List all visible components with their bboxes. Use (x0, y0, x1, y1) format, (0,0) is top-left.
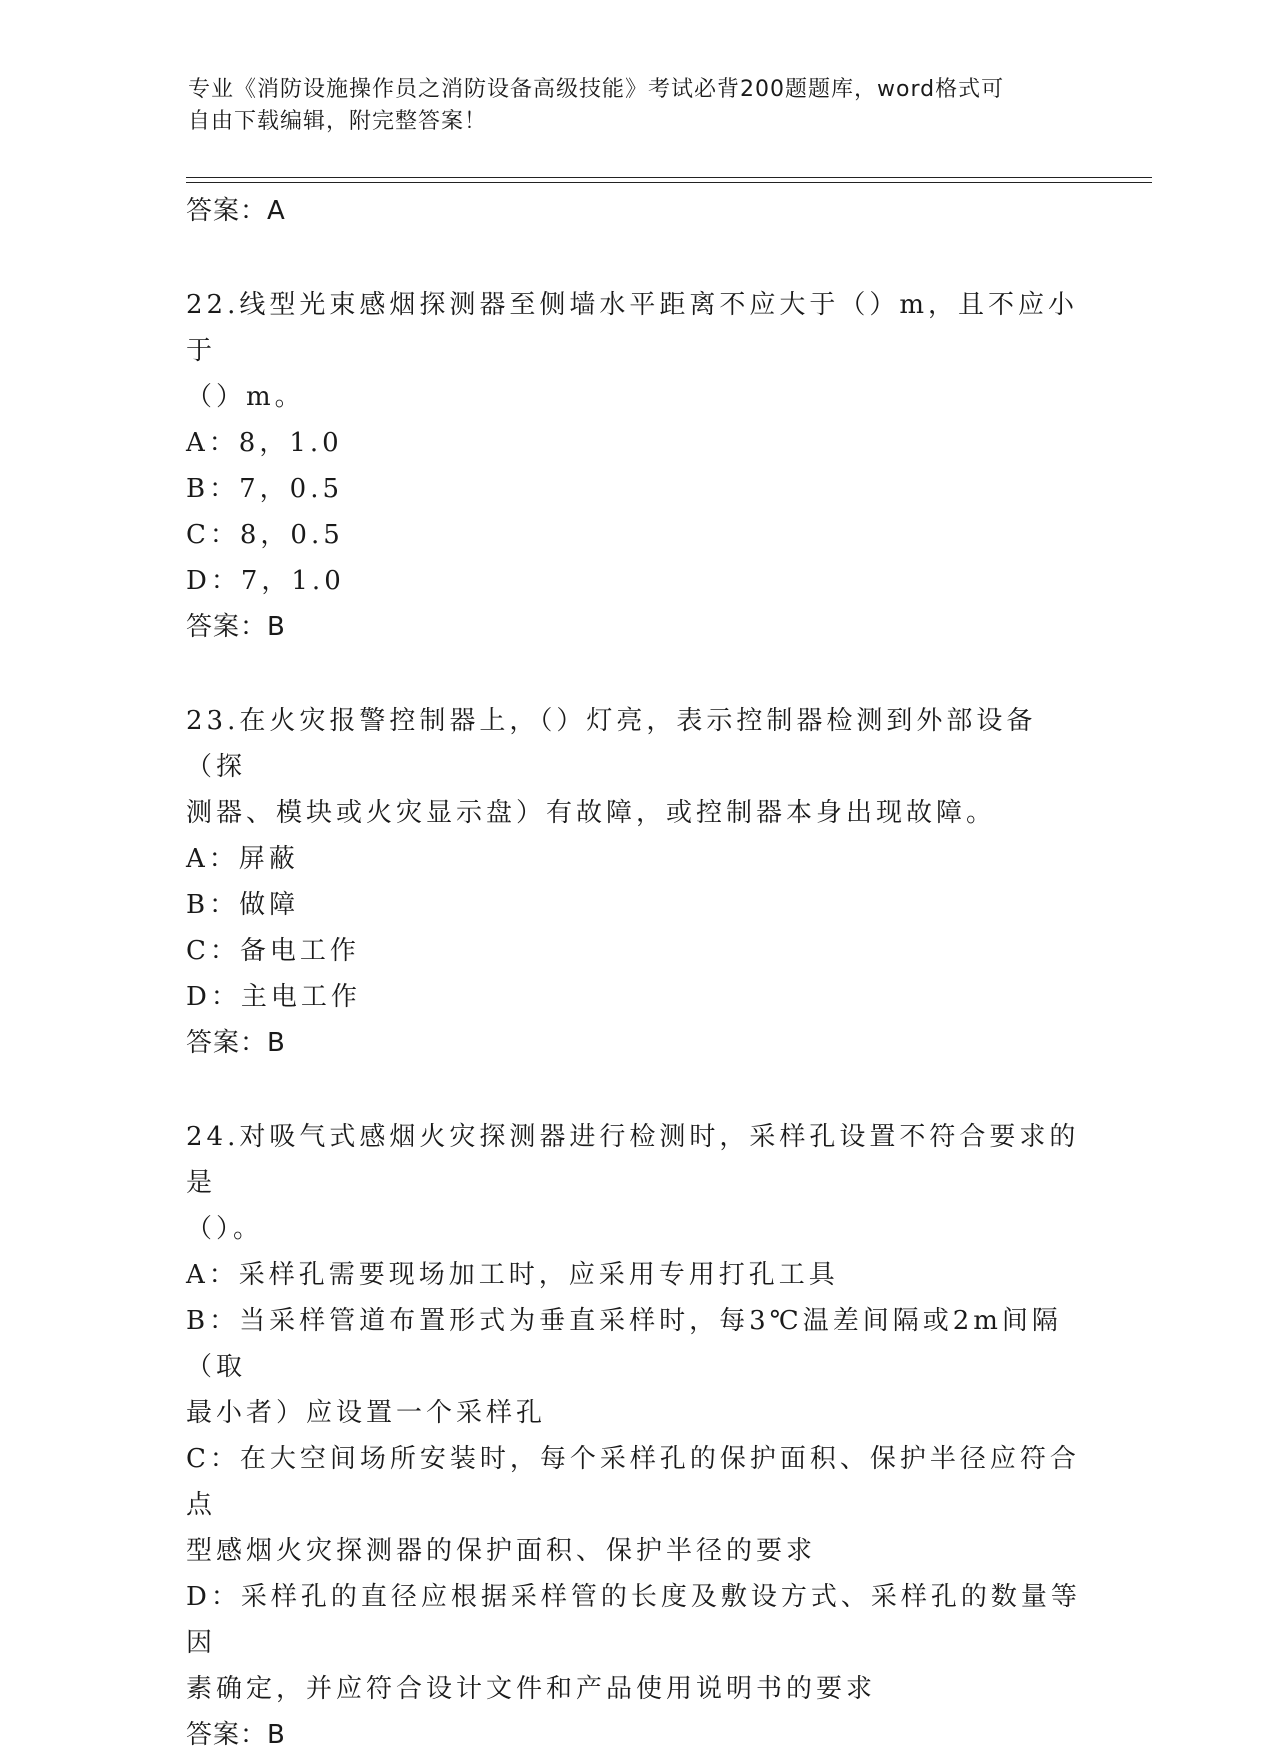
option-d: D：主电工作 (186, 982, 361, 1012)
question-text-line-1: 22.线型光束感烟探测器至侧墙水平距离不应大于（）m，且不应小于 (186, 290, 1079, 366)
question-text-line-2: （）m。 (186, 382, 305, 412)
header-divider-top (186, 177, 1152, 178)
question-block-24 (186, 1114, 1086, 1758)
option-d: D：采样孔的直径应根据采样管的长度及敷设方式、采样孔的数量等因 (186, 1582, 1081, 1658)
question-text-line-2: （）。 (186, 1214, 264, 1244)
option-c: C：在大空间场所安装时，每个采样孔的保护面积、保护半径应符合点 (186, 1444, 1080, 1520)
header-line-2: 自由下载编辑，附完整答案！ (188, 109, 488, 134)
header-divider-bottom (186, 182, 1152, 183)
option-a: A：屏蔽 (186, 844, 299, 874)
header-line-1: 专业《消防设施操作员之消防设备高级技能》考试必背200题题库，word格式可 (188, 77, 1005, 102)
answer-line: 答案：B (186, 612, 286, 642)
answer-line: 答案：B (186, 1720, 286, 1750)
option-d-continuation: 素确定，并应符合设计文件和产品使用说明书的要求 (186, 1674, 877, 1704)
previous-answer: 答案：A (186, 196, 286, 226)
option-b: B：当采样管道布置形式为垂直采样时，每3℃温差间隔或2m间隔（取 (186, 1306, 1062, 1382)
option-a: A：采样孔需要现场加工时，应采用专用打孔工具 (186, 1260, 839, 1290)
question-text-line-2: 测器、模块或火灾显示盘）有故障，或控制器本身出现故障。 (186, 798, 997, 828)
document-header (188, 74, 1068, 138)
question-text-line-1: 23.在火灾报警控制器上，（）灯亮，表示控制器检测到外部设备（探 (186, 706, 1037, 782)
option-d: D：7，1.0 (186, 566, 345, 596)
question-block-22 (186, 282, 1086, 650)
option-c-continuation: 型感烟火灾探测器的保护面积、保护半径的要求 (186, 1536, 817, 1566)
question-block-23 (186, 698, 1086, 1066)
answer-line: 答案：B (186, 1028, 286, 1058)
question-content (186, 188, 1086, 1758)
option-b-continuation: 最小者）应设置一个采样孔 (186, 1398, 547, 1428)
question-text-line-1: 24.对吸气式感烟火灾探测器进行检测时，采样孔设置不符合要求的是 (186, 1122, 1080, 1198)
option-c: C：8，0.5 (186, 520, 344, 550)
option-a: A：8，1.0 (186, 428, 343, 458)
option-b: B：做障 (186, 890, 300, 920)
option-c: C：备电工作 (186, 936, 360, 966)
option-b: B：7，0.5 (186, 474, 343, 504)
